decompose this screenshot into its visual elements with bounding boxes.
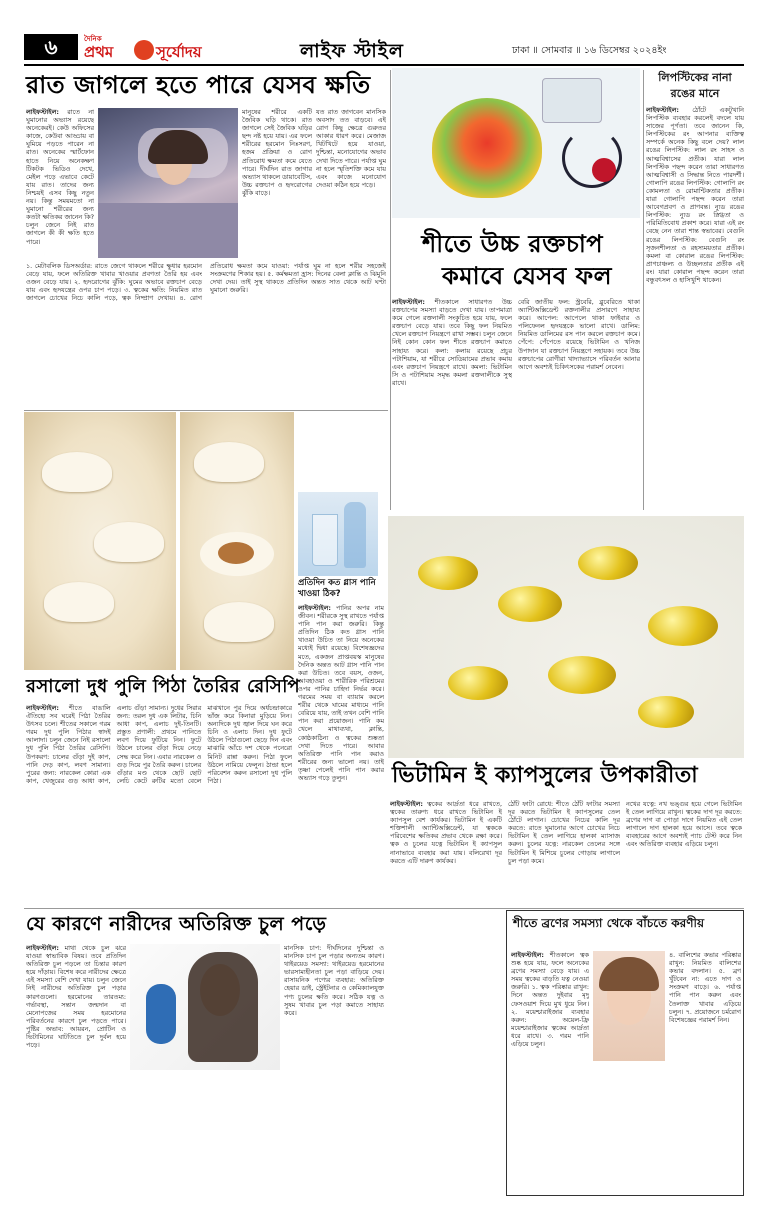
article-acne-text2: ৪. বালিশের কভার পরিষ্কার রাখুন: নিয়মিত বালিশের কভার বদলান। ৫. ব্রণ খুঁটবেন না: এতে দাগ ও সংক্রমণ বাড়ে। ৬. পর্যাপ্ত পানি পান করুন এবং তৈলাক্ত খাবার এড়িয়ে চলুন। ৭. প্রয়োজনে চর্মরোগ বিশেষজ্ঞের পরামর্শ নিন। — [669, 951, 741, 1024]
article-night-text1: রাতে না ঘুমানোর অভ্যাস রয়েছে অনেকেরই। কেউ অফিসের কাজে, কেউবা আড্ডায় বা ঘুমিয়ে পড়তে পারেন না রাত। অনেকের স্মার্টফোন হাতে নিয়ে অনেকক্ষণ টিকটক ভিডিও দেখে, মেইল পড়ে এভাবে কেটে যায় রাত। তাদের জন্য নিশ্চয়ই এসব কিছু নতুন নয়। কিন্তু সময়মতো না ঘুমানো শরীরের জন্য কতটা ক্ষতিকর জানেন কি? চলুন জেনে নিই রাত জাগলে কী কী ক্ষতি হতে পারে। — [26, 108, 94, 246]
heart-icon — [592, 158, 616, 182]
article-night — [24, 68, 388, 408]
capsule-3 — [578, 546, 638, 580]
capsule-1 — [418, 556, 478, 590]
article-lipstick — [646, 68, 744, 508]
fruits-bp-photo — [392, 68, 640, 218]
pitha-dumpling-4 — [194, 442, 264, 482]
article-pitha-text: শীতে বাঙালি ঐতিহ্যে সব ঘরেই পিঠা তৈরির উৎসব চলে। শীতের সকালে গরম গরম দুধ পুলি পিঠার স্বাদই আলাদা। চলুন জেনে নিই রসালো দুধ পুলি পিঠা তৈরির রেসিপি। উপকরণ: চালের গুঁড়া দুই কাপ, পানি দেড় কাপ, লবণ সামান্য। পুরের জন্য: নারকেল কোরা এক কাপ, খেজুরের গুড় আধা কাপ, এলাচ গুঁড়া সামান্য। দুধের সিরার জন্য: তরল দুধ এক লিটার, চিনি আধা কাপ, এলাচ দুই-তিনটি। প্রস্তুত প্রণালী: প্রথমে পানিতে লবণ দিয়ে ফুটিয়ে নিন। ফুটে উঠলে চালের গুঁড়া দিয়ে নেড়ে সেদ্ধ করে নিন। এবার নারকেল ও গুড় দিয়ে পুর তৈরি করুন। চালের গুঁড়ার মণ্ড থেকে ছোট ছোট লেচি কেটে রুটির মতো বেলে মাঝখানে পুর দিয়ে অর্ধচন্দ্রাকারে ভাঁজ করে কিনারা মুড়িয়ে নিন। অন্যদিকে দুধ জ্বাল দিয়ে ঘন করে চিনি ও এলাচ দিন। দুধ ফুটে উঠলে পিঠাগুলো ছেড়ে দিন এবং মাঝারি আঁচে দশ থেকে পনেরো মিনিট রান্না করুন। পিঠা ফুলে উঠলে নামিয়ে ফেলুন। ঠান্ডা হলে পরিবেশন করুন রসালো দুধ পুলি পিঠা। — [26, 704, 292, 785]
blanket-shape — [98, 203, 238, 258]
article-night-text4: ১. মেটাবলিক ডিসঅর্ডার: রাতে জেগে থাকলে শরীরে ক্ষুধার হরমোন বেড়ে যায়, ফলে অতিরিক্ত খাবার খাওয়ার প্রবণতা তৈরি হয় এবং ওজন বেড়ে যায়। ২. হৃদরোগের ঝুঁকি: ঘুমের অভাবে রক্তচাপ বেড়ে যায় এবং হৃদযন্ত্রের ওপর চাপ পড়ে। ৩. ত্বকের ক্ষতি: নিয়মিত রাত জাগলে চোখের নিচে কালি পড়ে, ত্বক নিষ্প্রাণ দেখায়। ৪. রোগ প্রতিরোধ ক্ষমতা কমে যাওয়া: পর্যাপ্ত ঘুম না হলে শরীর সহজেই সংক্রমণের শিকার হয়। ৫. কর্মক্ষমতা হ্রাস: দিনের বেলা ক্লান্তি ও ঝিমুনি দেখা দেয়। তাই সুস্থ থাকতে প্রতিদিন অন্তত সাত থেকে আট ঘণ্টা ঘুমানো জরুরি। — [26, 262, 386, 303]
section-rule-2 — [24, 908, 744, 909]
article-night-col3 — [316, 108, 386, 258]
section-rule-1 — [24, 410, 388, 411]
vitamin-e-capsules-photo — [388, 516, 744, 758]
article-night-lead: লাইফস্টাইল: — [26, 108, 59, 116]
article-acne-title: শীতে ব্রণের সমস্যা থেকে বাঁচতে করণীয় — [513, 916, 705, 930]
article-acne — [506, 910, 744, 1196]
pitha-photo-1 — [24, 412, 176, 670]
article-hair-title: যে কারণে নারীদের অতিরিক্ত চুল পড়ে — [26, 913, 327, 935]
column-rule-1 — [390, 70, 391, 510]
article-night-col1 — [26, 108, 94, 258]
article-bp — [392, 68, 640, 508]
article-water-body — [298, 604, 384, 918]
article-night-text3: যত রাত জাগবেন মানসিক অবসাদ তত বাড়বে। এই রোগ কিছু ক্ষেত্রে গুরুতর আকার ধারণ করে। মেজাজ খিটখিটে হয়ে যাওয়া, দুশ্চিন্তা, মনোযোগের অভাব দেখা দিতে পারে। পর্যাপ্ত ঘুম না হলে স্মৃতিশক্তি কমে যায় এবং কাজে মনোযোগ দেওয়া কঠিন হয়ে পড়ে। — [316, 108, 386, 189]
column-rule-2 — [643, 70, 644, 510]
capsule-5 — [548, 656, 616, 694]
article-hair-text2: মানসিক চাপ: দীর্ঘদিনের দুশ্চিন্তা ও মানসিক চাপ চুল পড়ার অন্যতম কারণ। থাইরয়েড সমস্যা: থাইরয়েড হরমোনের ভারসাম্যহীনতা চুল পড়া বাড়িয়ে দেয়। রাসায়নিক পণ্যের ব্যবহার: অতিরিক্ত হেয়ার ডাই, স্ট্রেইটনার ও কেমিক্যালযুক্ত পণ্য চুলের ক্ষতি করে। সঠিক যত্ন ও সুষম খাবার চুল পড়া কমাতে সাহায্য করে। — [284, 944, 384, 1017]
article-hair-col2 — [284, 944, 384, 1070]
article-night-bottom — [26, 262, 386, 406]
article-pitha-lead: লাইফস্টাইল: — [26, 704, 59, 712]
article-vitamin-text3: নখের যত্নে: নখ ভঙ্গুর হয়ে গেলে ভিটামিন ই তেল লাগিয়ে রাখুন। ত্বকের দাগ দূর করতে: ব্রণের দাগ বা পোড়া দাগে নিয়মিত এই তেল লাগালে দাগ হালকা হয়ে আসে। তবে ত্বকে ব্যবহারের আগে অবশ্যই প্যাচ টেস্ট করে নিন এবং অতিরিক্ত ব্যবহার এড়িয়ে চলুন। — [626, 800, 742, 849]
pitha-dumpling-1 — [42, 452, 112, 492]
masthead-rule — [24, 64, 744, 66]
article-vitamin-col2 — [508, 800, 620, 910]
article-night-col2 — [242, 108, 312, 258]
article-lipstick-body — [646, 106, 744, 506]
article-water-lead: লাইফস্টাইল: — [298, 604, 331, 612]
article-lipstick-title: লিপস্টিকের নানা রঙের মানে — [658, 71, 732, 100]
pitha-dumpling-2 — [94, 522, 164, 562]
article-acne-col2 — [669, 951, 741, 1191]
page-number-badge — [24, 34, 78, 60]
brand-logo — [82, 34, 247, 60]
article-vitamin — [388, 760, 744, 910]
article-acne-lead: লাইফস্টাইল: — [511, 951, 544, 959]
brand-right: সূর্যোদয় — [156, 43, 202, 61]
article-vitamin-title: ভিটামিন ই ক্যাপসুলের উপকারীতা — [392, 763, 699, 788]
hairbrush-shape — [146, 984, 176, 1044]
masthead — [0, 0, 768, 64]
water-glass-photo — [298, 492, 378, 576]
brand-left: প্রথম — [84, 43, 114, 61]
article-lipstick-text: ঠোঁটে একটুখানি লিপস্টিক ব্যবহার করলেই বদলে যায় সাজের পূর্ণতা। তবে জানেন কি, লিপস্টিকের রং আপনার ব্যক্তিত্ব সম্পর্কে অনেক কিছু বলে দেয়? লাল রঙের লিপস্টিক: লাল রং সাহস ও আত্মবিশ্বাসের প্রতীক। যারা লাল লিপস্টিক পছন্দ করেন তারা সাধারণত আত্মবিশ্বাসী ও সিদ্ধান্ত নিতে পারদর্শী। গোলাপি রঙের লিপস্টিক: গোলাপি রং কোমলতা ও রোমান্টিকতার প্রতীক। যারা গোলাপি পছন্দ করেন তারা আবেগপ্রবণ ও প্রাণবন্ত। ন্যুড রঙের লিপস্টিক: ন্যুড রং স্নিগ্ধতা ও পরিমিতিবোধ প্রকাশ করে। যারা এই রং বেছে নেন তারা শান্ত স্বভাবের। বেগুনি রঙের লিপস্টিক: বেগুনি রং সৃজনশীলতা ও রহস্যময়তার প্রতীক। কমলা বা কোরাল রঙের লিপস্টিক: প্রাণচাঞ্চল্য ও উচ্ছলতার প্রতীক এই রং। যারা কোরাল পছন্দ করেন তারা বন্ধুবৎসল ও হাসিখুশি থাকেন। — [646, 106, 744, 284]
article-water-title: প্রতিদিন কত গ্লাস পানি খাওয়া ঠিক? — [298, 578, 376, 599]
page-number: ৬ — [44, 35, 58, 59]
article-hair-lead: লাইফস্টাইল: — [26, 944, 59, 952]
glass-shape — [312, 514, 338, 566]
article-acne-col1 — [511, 951, 589, 1191]
article-water — [298, 578, 384, 918]
hair-woman-hair — [188, 952, 258, 1062]
bottle-shape — [344, 502, 366, 568]
article-bp-lead: লাইফস্টাইল: — [392, 298, 425, 306]
pitha-dumpling-3 — [44, 582, 114, 622]
article-vitamin-col3 — [626, 800, 742, 910]
article-bp-col2 — [518, 298, 640, 508]
pitha-filling — [218, 542, 254, 564]
pitha-photo-2 — [180, 412, 294, 670]
article-vitamin-text2: ঠোঁট ফাটা রোধে: শীতে ঠোঁট ফাটার সমস্যা দূর করতে ভিটামিন ই ক্যাপসুলের তেল ঠোঁটে লাগান। চোখের নিচের কালি দূর করতে: রাতে ঘুমানোর আগে চোখের নিচে ভিটামিন ই তেল লাগিয়ে হালকা ম্যাসাজ করুন। চুলের যত্নে: নারকেল তেলের সঙ্গে ভিটামিন ই মিশিয়ে চুলের গোড়ায় লাগালে চুল পড়া কমে। — [508, 800, 620, 865]
section-title: লাইফ স্টাইল — [300, 40, 404, 62]
sleepless-woman-photo — [98, 108, 238, 258]
article-hair — [24, 910, 384, 1200]
article-pitha-body — [26, 704, 292, 908]
acne-hair-shape — [599, 957, 659, 991]
article-bp-title-1: শীতে উচ্চ রক্তচাপ — [422, 230, 604, 258]
brand-small: দৈনিক — [84, 35, 102, 43]
article-bp-text2: বেরি জাতীয় ফল: স্ট্রবেরি, ব্লুবেরিতে থাকা অ্যান্টিঅক্সিডেন্ট রক্তনালীর প্রসারণে সাহায্য করে। আপেল: আপেলে থাকা ফাইবার ও পলিফেনল হৃদযন্ত্রকে ভালো রাখে। ডালিম: নিয়মিত ডালিমের রস পান করলে রক্তচাপ কমে। পেঁপে: পেঁপেতে রয়েছে ভিটামিন ও খনিজ উপাদান যা রক্তচাপ নিয়ন্ত্রণে সহায়ক। তবে উচ্চ রক্তচাপের রোগীরা খাদ্যাভ্যাসে পরিবর্তন আনার আগে অবশ্যই চিকিৎসকের পরামর্শ নেবেন। — [518, 298, 640, 371]
article-bp-title-2: কমাবে যেসব ফল — [442, 262, 612, 290]
article-bp-text1: শীতকালে সাধারণত উচ্চ রক্তচাপের সমস্যা বাড়তে দেখা যায়। তাপমাত্রা কমে গেলে রক্তনালী সংকুচিত হয়ে যায়, ফলে রক্তচাপ বেড়ে যায়। তবে কিছু ফল নিয়মিত খেলে রক্তচাপ নিয়ন্ত্রণে রাখা সম্ভব। চলুন জেনে নিই কোন কোন ফল শীতে রক্তচাপ কমাতে সাহায্য করে। কলা: কলায় রয়েছে প্রচুর পটাশিয়াম, যা শরীরে সোডিয়ামের প্রভাব কমায় এবং রক্তচাপ নিয়ন্ত্রণে রাখে। কমলা: ভিটামিন সি ও পটাশিয়াম সমৃদ্ধ কমলা রক্তনালীকে সুস্থ রাখে। — [392, 298, 512, 387]
heart-bowl — [432, 98, 542, 198]
article-hair-col1 — [26, 944, 126, 1196]
article-vitamin-col1 — [390, 800, 502, 910]
woman-acne-photo — [593, 951, 665, 1061]
capsule-4 — [648, 606, 718, 646]
capsule-6 — [448, 666, 508, 700]
stethoscope-shape — [562, 128, 622, 188]
article-water-text: পানির অপর নাম জীবন। শরীরকে সুস্থ রাখতে পর্যাপ্ত পানি পান করা জরুরি। কিন্তু প্রতিদিন ঠিক কত গ্লাস পানি খাওয়া উচিত তা নিয়ে অনেকের মধ্যেই দ্বিধা রয়েছে। বিশেষজ্ঞদের মতে, একজন প্রাপ্তবয়স্ক মানুষের দৈনিক অন্তত আট গ্লাস পানি পান করা উচিত। তবে বয়স, ওজন, আবহাওয়া ও শারীরিক পরিশ্রমের ওপর পানির চাহিদা নির্ভর করে। গরমের সময় বা ব্যায়াম করলে শরীর থেকে ঘামের মাধ্যমে পানি বেরিয়ে যায়, তাই তখন বেশি পানি পান করা প্রয়োজন। পানি কম খেলে মাথাব্যথা, ক্লান্তি, কোষ্ঠকাঠিন্য ও ত্বকের শুষ্কতা দেখা দিতে পারে। আবার অতিরিক্ত পানি পান করাও শরীরের জন্য ভালো নয়। তাই তৃষ্ণা পেলেই পানি পান করার অভ্যাস গড়ে তুলুন। — [298, 604, 384, 782]
article-vitamin-text1: ত্বকের আর্দ্রতা ধরে রাখতে, ত্বকের তারুণ্য ধরে রাখতে ভিটামিন ই ক্যাপসুল বেশ কার্যকর। ভিটামিন ই একটি শক্তিশালী অ্যান্টিঅক্সিডেন্ট, যা ত্বককে পরিবেশের ক্ষতিকর প্রভাব থেকে রক্ষা করে। ত্বক ও চুলের যত্নে ভিটামিন ই ক্যাপসুল নানাভাবে ব্যবহার করা যায়। বলিরেখা দূর করতে এটি দারুণ কার্যকর। — [390, 800, 502, 865]
article-pitha — [24, 672, 301, 910]
capsule-7 — [638, 696, 694, 728]
capsule-2 — [498, 586, 562, 622]
article-night-title: রাত জাগলে হতে পারে যেসব ক্ষতি — [26, 71, 371, 99]
article-hair-text1: মাথা থেকে চুল ঝরে যাওয়া স্বাভাবিক বিষয়। তবে প্রতিদিন অতিরিক্ত চুল পড়লে তা চিন্তার কারণ হয়ে দাঁড়ায়। বিশেষ করে নারীদের ক্ষেত্রে এই সমস্যা বেশি দেখা যায়। চলুন জেনে নিই নারীদের অতিরিক্ত চুল পড়ার কারণগুলো। হরমোনের তারতম্য: গর্ভাবস্থা, সন্তান জন্মদান বা মেনোপজের সময় হরমোনের পরিবর্তনের কারণে চুল পড়তে পারে। পুষ্টির অভাব: আয়রন, প্রোটিন ও ভিটামিনের ঘাটতিতে চুল দুর্বল হয়ে পড়ে। — [26, 944, 126, 1050]
pitha-dumpling-5 — [204, 602, 274, 642]
sun-icon — [134, 40, 154, 60]
article-pitha-title: রসালো দুধ পুলি পিঠা তৈরির রেসিপি — [26, 676, 301, 697]
article-night-text2: মানুষের শরীরে একটি জৈবিক ঘড়ি থাকে। রাত জাগলে সেই জৈবিক ঘড়ির ছন্দ নষ্ট হয়ে যায়। এর ফলে শরীরের হরমোন নিঃসরণ, হজম প্রক্রিয়া ও রোগ প্রতিরোধ ক্ষমতা কমে যেতে পারে। দীর্ঘদিন রাত জাগার অভ্যাস থাকলে ডায়াবেটিস, উচ্চ রক্তচাপ ও হৃদরোগের ঝুঁকি বাড়ে। — [242, 108, 312, 197]
dateline: ঢাকা ॥ সোমবার ॥ ১৬ ডিসেম্বর ২০২৪ইং — [512, 45, 667, 56]
article-acne-text1: শীতকালে ত্বক শুষ্ক হয়ে যায়, ফলে অনেকের ব্রণের সমস্যা বেড়ে যায়। এ সময় ত্বকের বাড়তি যত্ন নেওয়া জরুরি। ১. ত্বক পরিষ্কার রাখুন: দিনে অন্তত দুইবার মৃদু ফেসওয়াশ দিয়ে মুখ ধুয়ে নিন। ২. ময়েশ্চারাইজার ব্যবহার করুন: অয়েল-ফ্রি ময়েশ্চারাইজার ত্বকের আর্দ্রতা ধরে রাখে। ৩. গরম পানি এড়িয়ে চলুন। — [511, 951, 589, 1049]
article-vitamin-lead: লাইফস্টাইল: — [390, 800, 423, 808]
article-bp-col1 — [392, 298, 512, 508]
hair-loss-photo — [130, 944, 280, 1070]
article-lipstick-lead: লাইফস্টাইল: — [646, 106, 679, 114]
bp-monitor — [542, 78, 602, 123]
